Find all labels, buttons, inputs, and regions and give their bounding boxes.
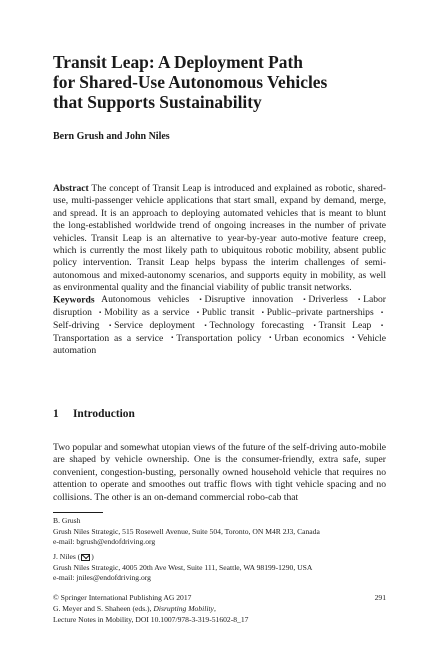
section-heading [53,407,135,421]
bullet-separator-icon: ▪ [204,322,207,329]
affiliation-address: Grush Niles Strategic, 515 Rosewell Avenue, Suite 504, Toronto, ON M4R 2J3, Canada [53,526,320,536]
doi-line[interactable]: Lecture Notes in Mobility, DOI 10.1007/978-3-319-51602-8_17 [53,614,249,624]
paper-title [53,52,393,112]
bullet-separator-icon: ▪ [199,297,202,303]
footnote-rule [53,512,103,513]
title-line: for Shared-Use Autonomous Vehicles [53,72,328,92]
affiliation-address: Grush Niles Strategic, 4005 20th Ave West, Suite 111, Seattle, WA 98199-1290, USA [53,562,313,572]
envelope-icon [81,554,90,561]
copyright-block [53,593,386,625]
keyword-item: Autonomous vehicles [101,294,190,306]
title-line: that Supports Sustainability [53,92,262,112]
intro-paragraph: Two popular and somewhat utopian views of the future of the self-driving auto-mobile are shaped by vehicle ownership. One is the consumer-friendly, extra safe, super convenient, congestion-busting, personally owned household vehicle that requires no attention to operate and smoothes out traffic flows with tight vehicle spacing and no collisions. The other is an on-demand commercial robo-cab that [53,442,386,503]
bullet-separator-icon: ▪ [380,322,384,329]
citation-line [53,604,386,615]
keyword-item: Transportation as a service [53,332,164,344]
bullet-separator-icon: ▪ [196,309,199,316]
keyword-item: Disruptive innovation [204,294,294,306]
bullet-separator-icon: ▪ [380,309,383,316]
copyright-row [53,593,386,604]
keywords-list [53,294,386,356]
copyright-line: © Springer International Publishing AG 2017 [53,593,192,602]
bullet-separator-icon: ▪ [261,309,264,316]
affiliation-name-row: J. Niles ( ) [53,552,94,561]
affiliation-name: J. Niles [53,552,76,561]
keyword-item: Transit Leap [318,320,372,332]
keyword-item: Transportation policy [176,332,262,344]
affiliation-email[interactable]: e-mail: bgrush@endofdriving.org [53,537,156,547]
bullet-separator-icon: ▪ [108,322,112,329]
citation-editors: G. Meyer and S. Shaheen (eds.), [53,603,154,613]
bullet-separator-icon: ▪ [303,297,306,303]
bullet-separator-icon: ▪ [313,322,316,329]
author-affiliation-2 [53,552,393,584]
keyword-item: Driverless [308,294,348,306]
author-list: Bern Grush and John Niles [53,131,170,142]
bullet-separator-icon: ▪ [99,309,102,316]
keyword-item: Vehicle automation [53,332,386,357]
keyword-item: Self-driving [53,320,100,332]
keyword-item: Mobility as a service [104,307,190,319]
author-affiliation-1 [53,516,393,548]
section-number: 1 [53,408,59,420]
keyword-item: Technology forecasting [209,320,304,332]
keywords-label: Keywords [53,294,95,306]
bullet-separator-icon: ▪ [269,335,272,342]
keyword-item: Service deployment [114,320,195,332]
section-title: Introduction [73,408,135,420]
bullet-separator-icon: ▪ [171,335,174,342]
keyword-item: Public transit [201,307,255,319]
citation-punct: , [213,603,216,613]
affiliation-name: B. Grush [53,516,81,525]
bullet-separator-icon: ▪ [357,297,361,303]
keywords-paragraph [53,294,386,358]
affiliation-email[interactable]: e-mail: jniles@endofdriving.org [53,573,151,583]
keyword-item: Public–private partnerships [266,307,374,319]
book-title: Disrupting Mobility [153,603,214,613]
abstract-label: Abstract [53,183,89,194]
abstract-paragraph [53,183,386,295]
abstract-text: The concept of Transit Leap is introduced and explained as robotic, shared-use, multi-passenger vehicle applications that start small, expand by demand, merge, and spread. It is an approach to deploying automated vehicles that is meant to blunt the long-established worldwide trend of ongoing increases in the number of private vehicles. Transit Leap is an alternative to year-by-year auto-motive feature creep, which is currently the most likely path to ubiquitous robotic mobility, absent public policy intervention. Transit Leap helps bypass the interim challenges of semi-autonomous and mixed-autonomy scenarios, and supports equity in mobility, as well as environmental quality and the financial viability of public transit networks. [53,183,386,294]
keyword-item: Labor disruption [53,294,387,319]
page-number: 291 [374,593,386,602]
bullet-separator-icon: ▪ [352,335,355,342]
title-line: Transit Leap: A Deployment Path [53,52,303,72]
keyword-item: Urban economics [274,332,345,344]
